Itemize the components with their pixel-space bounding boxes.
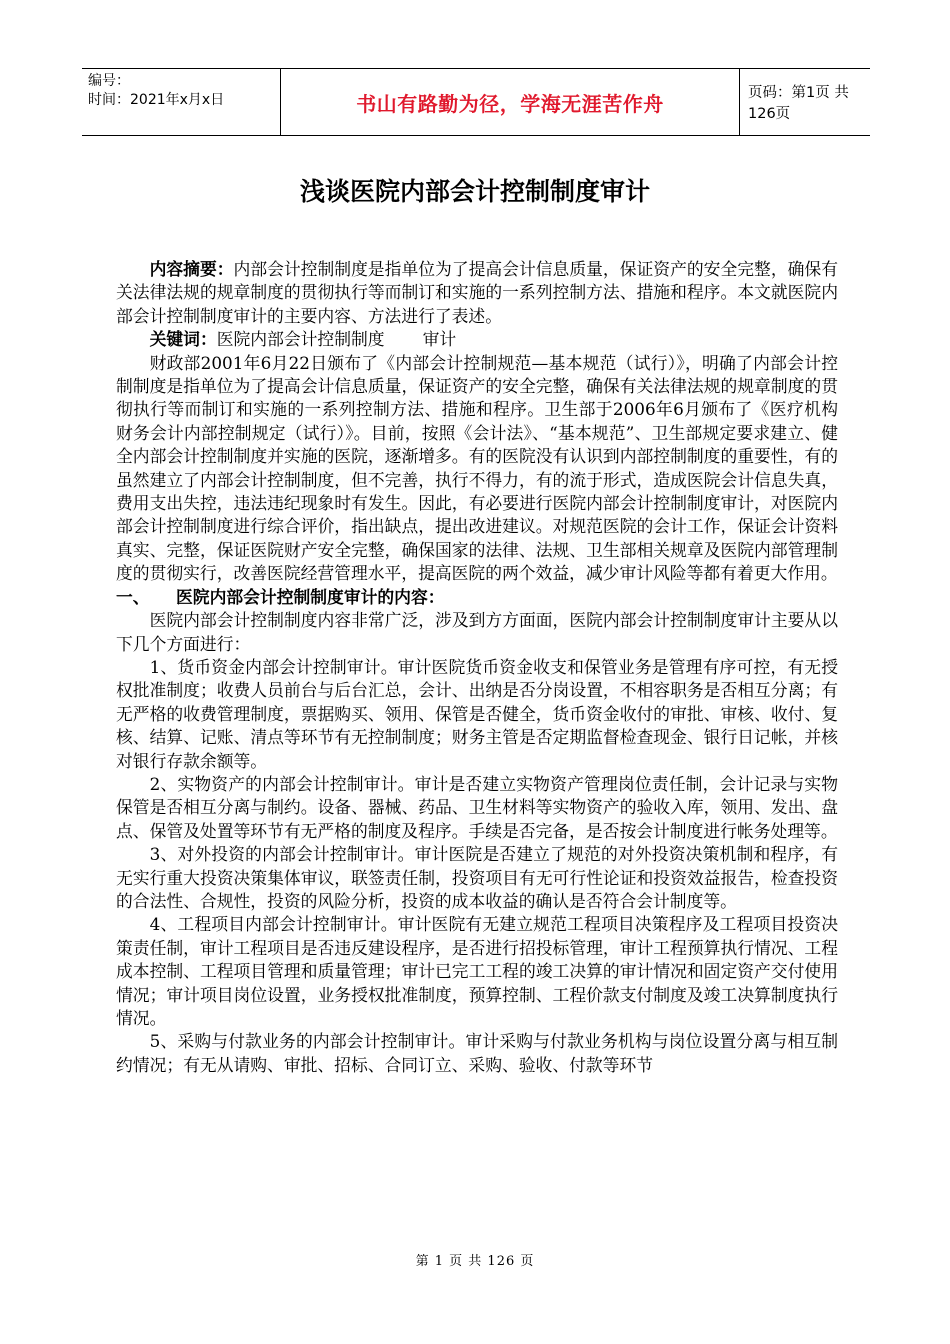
document-date: 时间：2021年x月x日 <box>88 92 225 108</box>
page-header <box>82 68 870 136</box>
list-item: 2、实物资产的内部会计控制审计。审计是否建立实物资产管理岗位责任制，会计记录与实物保管是否相互分离与制约。设备、器械、药品、卫生材料等实物资产的验收入库，领用、发出、盘点、保管及处置等环节有无严格的制度及程序。手续是否完备，是否按会计制度进行帐务处理等。 <box>116 773 838 841</box>
keyword-1: 医院内部会计控制制度 <box>216 329 385 350</box>
section-lead-paragraph: 医院内部会计控制制度内容非常广泛，涉及到方方面面，医院内部会计控制制度审计主要从以下几个方面进行： <box>116 610 838 654</box>
document-number-label: 编号： <box>88 73 130 89</box>
keywords-label: 关键词： <box>149 329 217 350</box>
keyword-2: 审计 <box>422 329 457 350</box>
intro-paragraph: 财政部2001年6月22日颁布了《内部会计控制规范—基本规范（试行）》，明确了内部会计控制制度是指单位为了提高会计信息质量，保证资产的安全完整，确保有关法律法规的规章制度的贯彻执行等而制订和实施的一系列控制方法、措施和程序。卫生部于2006年6月颁布了《医疗机构财务会计内部控制规定（试行）》。目前，按照《会计法》、“基本规范”、卫生部规定要求建立、健全内部会计控制制度并实施的医院，逐渐增多。有的医院没有认识到内部控制制度的重要性，有的虽然建立了内部会计控制制度，但不完善，执行不得力，有的流于形式，造成医院会计信息失真，费用支出失控，违法违纪现象时有发生。因此，有必要进行医院内部会计控制制度审计，对医院内部会计控制制度进行综合评价，指出缺点，提出改进建议。对规范医院的会计工作，保证会计资料真实、完整，保证医院财产安全完整，确保国家的法律、法规、卫生部相关规章及医院内部管理制度的贯彻实行，改善医院经营管理水平，提高医院的两个效益，减少审计风险等都有着更大作用。 <box>116 352 838 584</box>
list-item: 4、工程项目内部会计控制审计。审计医院有无建立规范工程项目决策程序及工程项目投资决策责任制，审计工程项目是否违反建设程序，是否进行招投标管理，审计工程预算执行情况、工程成本控制、工程项目管理和质量管理；审计已完工工程的竣工决算的审计情况和固定资产交付使用情况；审计项目岗位设置，业务授权批准制度，预算控制、工程价款支付制度及竣工决算制度执行情况。 <box>116 914 838 1028</box>
section-number: 一、 <box>116 586 150 607</box>
abstract-label: 内容摘要： <box>149 259 234 279</box>
section-title: 医院内部会计控制制度审计的内容： <box>176 586 445 607</box>
document-title: 浅谈医院内部会计控制制度审计 <box>299 177 650 206</box>
page-footer: 第 1 页 共 126 页 <box>415 1254 535 1269</box>
header-meta <box>88 72 278 110</box>
list-item: 5、采购与付款业务的内部会计控制审计。审计采购与付款业务机构与岗位设置分离与相互制约情况；有无从请购、审批、招标、合同订立、采购、验收、付款等环节 <box>116 1031 838 1075</box>
keywords-line <box>116 328 838 351</box>
abstract-paragraph <box>116 258 838 328</box>
list-item: 1、货币资金内部会计控制审计。审计医院货币资金收支和保管业务是管理有序可控，有无授权批准制度；收费人员前台与后台汇总，会计、出纳是否分岗设置，不相容职务是否相互分离；有无严格的收费管理制度，票据购买、领用、保管是否健全，货币资金收付的审批、审核、收付、复核、结算、记账、清点等环节有无控制制度；财务主管是否定期监督检查现金、银行日记帐，并核对银行存款余额等。 <box>116 656 838 771</box>
header-motto: 书山有路勤为径，学海无涯苦作舟 <box>280 69 740 135</box>
header-page-info: 页码：第1页 共126页 <box>748 85 849 122</box>
document-body <box>116 258 838 1077</box>
list-item: 3、对外投资的内部会计控制审计。审计医院是否建立了规范的对外投资决策机制和程序，有无实行重大投资决策集体审议，联签责任制，投资项目有无可行性论证和投资效益报告，检查投资的合法性、合规性，投资的风险分析，投资的成本收益的确认是否符合会计制度等。 <box>116 844 838 911</box>
section-heading <box>116 586 838 609</box>
abstract-text: 内部会计控制制度是指单位为了提高会计信息质量，保证资产的安全完整，确保有关法律法规的规章制度的贯彻执行等而制订和实施的一系列控制方法、措施和程序。本文就医院内部会计控制制度审计的主要内容、方法进行了表述。 <box>116 259 838 326</box>
